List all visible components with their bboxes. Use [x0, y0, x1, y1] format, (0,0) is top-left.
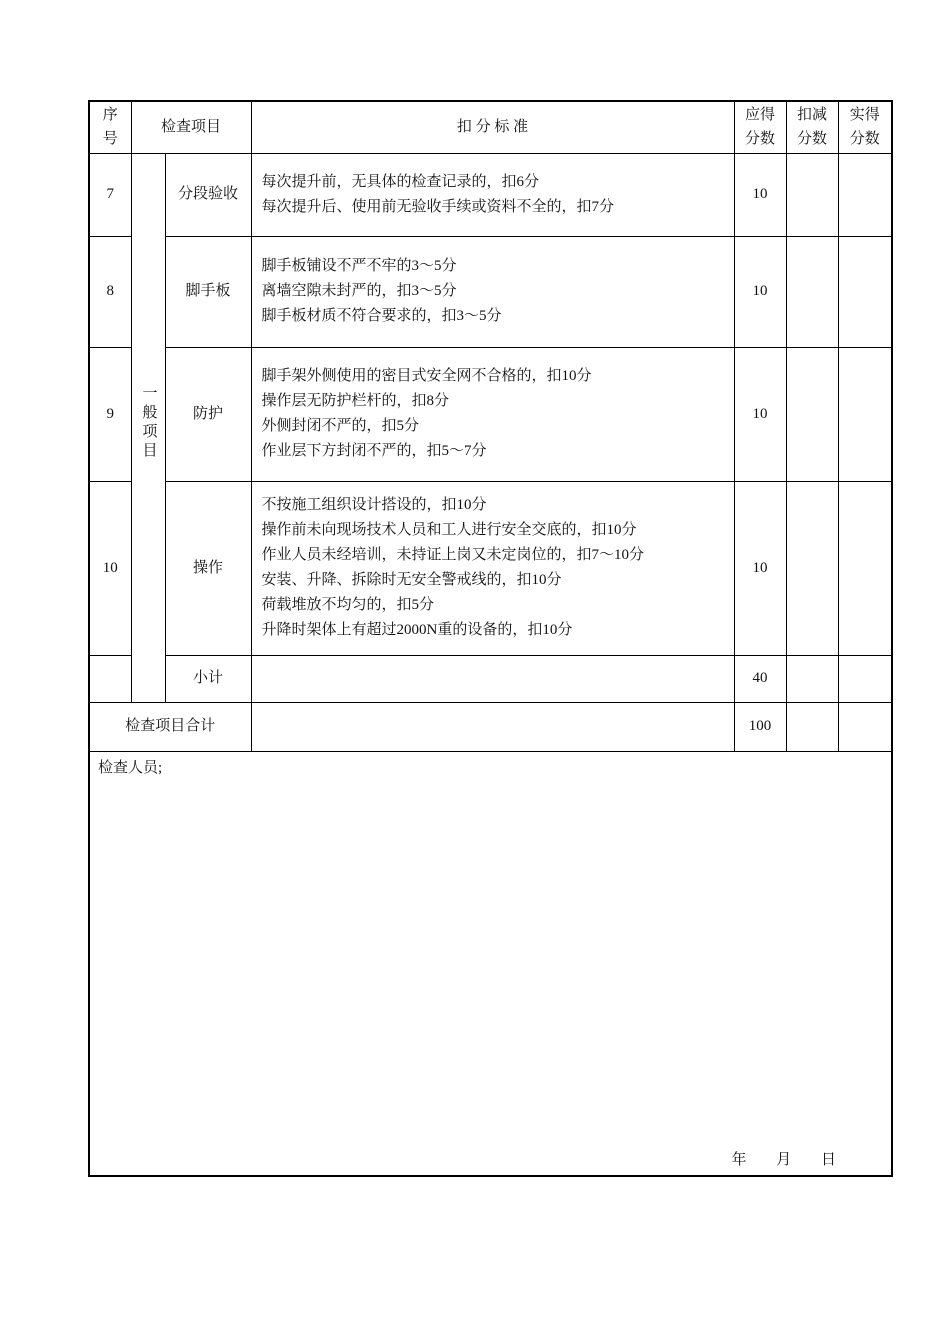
header-criteria: 扣 分 标 准: [251, 101, 734, 153]
row-actual[interactable]: [838, 153, 892, 236]
row-no: 10: [89, 481, 131, 655]
header-due: 应得分数: [734, 101, 786, 153]
row-item: 分段验收: [165, 153, 251, 236]
inspector-row: [89, 751, 892, 1176]
total-actual[interactable]: [838, 702, 892, 751]
inspector-cell[interactable]: [89, 751, 892, 1176]
row-criteria: 不按施工组织设计搭设的，扣10分 操作前未向现场技术人员和工人进行安全交底的，扣10分 作业人员未经培训，未持证上岗又未定岗位的，扣7～10分 安装、升降、拆除时无安全警戒线的，扣10分 荷载堆放不均匀的，扣5分 升降时架体上有超过2000N重的设备的，扣10分: [251, 481, 734, 655]
row-deduct[interactable]: [786, 481, 838, 655]
table-row: [89, 347, 892, 481]
row-item: 防护: [165, 347, 251, 481]
row-item: 脚手板: [165, 236, 251, 347]
row-deduct[interactable]: [786, 153, 838, 236]
row-no: 7: [89, 153, 131, 236]
row-actual[interactable]: [838, 481, 892, 655]
row-criteria: 每次提升前，无具体的检查记录的，扣6分 每次提升后、使用前无验收手续或资料不全的，扣7分: [251, 153, 734, 236]
inspector-label: 检查人员;: [98, 759, 163, 776]
subtotal-no: [89, 655, 131, 702]
row-criteria: 脚手板铺设不严不牢的3～5分 离墙空隙未封严的，扣3～5分 脚手板材质不符合要求的，扣3～5分: [251, 236, 734, 347]
subtotal-actual[interactable]: [838, 655, 892, 702]
table-row: [89, 481, 892, 655]
subtotal-row: [89, 655, 892, 702]
total-due: 100: [734, 702, 786, 751]
row-actual[interactable]: [838, 347, 892, 481]
row-due: 10: [734, 481, 786, 655]
row-due: 10: [734, 153, 786, 236]
header-actual: 实得分数: [838, 101, 892, 153]
row-criteria: 脚手架外侧使用的密目式安全网不合格的，扣10分 操作层无防护栏杆的，扣8分 外侧封闭不严的，扣5分 作业层下方封闭不严的，扣5～7分: [251, 347, 734, 481]
row-no: 8: [89, 236, 131, 347]
subtotal-criteria: [251, 655, 734, 702]
total-criteria: [251, 702, 734, 751]
header-deduct: 扣减分数: [786, 101, 838, 153]
header-row: [89, 101, 892, 153]
date-line: [717, 1148, 836, 1173]
header-item: 检查项目: [131, 101, 251, 153]
date-month: 月: [776, 1151, 792, 1168]
category-cell: [131, 153, 165, 702]
date-year: 年: [731, 1151, 747, 1168]
row-item: 操作: [165, 481, 251, 655]
row-due: 10: [734, 236, 786, 347]
table-row: [89, 153, 892, 236]
subtotal-deduct[interactable]: [786, 655, 838, 702]
subtotal-label: 小计: [165, 655, 251, 702]
category-label: 一般项目: [140, 385, 157, 461]
inspection-table: [88, 100, 893, 1177]
row-actual[interactable]: [838, 236, 892, 347]
date-day: 日: [821, 1151, 837, 1168]
total-row: [89, 702, 892, 751]
row-due: 10: [734, 347, 786, 481]
row-deduct[interactable]: [786, 236, 838, 347]
total-deduct[interactable]: [786, 702, 838, 751]
header-seq: 序号: [89, 101, 131, 153]
table-row: [89, 236, 892, 347]
total-label: 检查项目合计: [89, 702, 251, 751]
row-no: 9: [89, 347, 131, 481]
subtotal-due: 40: [734, 655, 786, 702]
row-deduct[interactable]: [786, 347, 838, 481]
